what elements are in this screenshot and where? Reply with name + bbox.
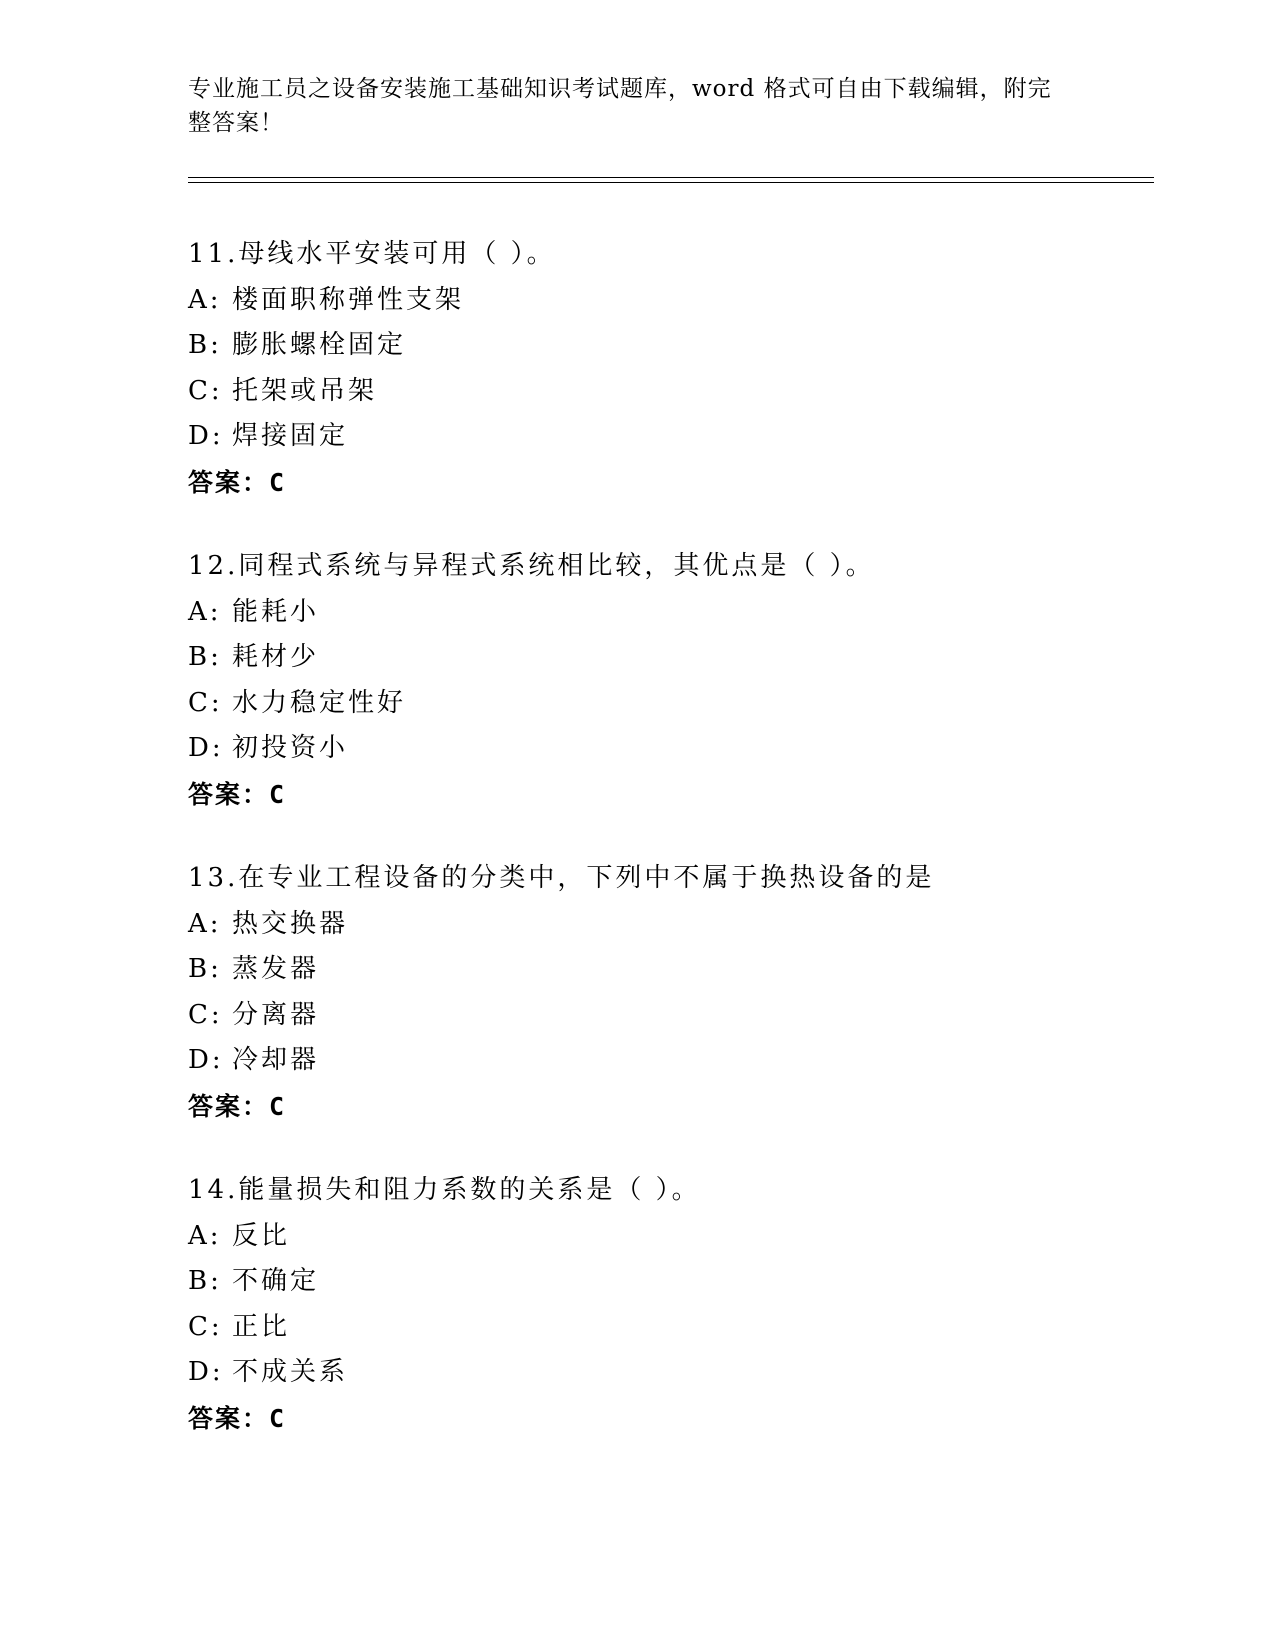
- option-label: A:: [188, 908, 222, 939]
- option-text: 反比: [232, 1220, 291, 1251]
- option-a: [188, 1214, 1188, 1260]
- option-c: [188, 681, 1188, 727]
- question-11: [188, 232, 1188, 505]
- answer-line: [188, 1084, 1188, 1130]
- option-text: 耗材少: [232, 642, 320, 672]
- question-stem: 12.同程式系统与异程式系统相比较，其优点是（ ）。: [188, 551, 875, 581]
- option-c: [188, 369, 1188, 415]
- option-a: [188, 278, 1188, 324]
- option-label: C:: [188, 1311, 223, 1342]
- option-c: [188, 1305, 1188, 1351]
- header-divider-top: [188, 177, 1154, 178]
- option-label: D:: [188, 421, 224, 451]
- question-14: [188, 1168, 1188, 1441]
- answer-value: C: [269, 467, 287, 497]
- option-text: 能耗小: [232, 596, 320, 627]
- option-d: [188, 414, 1188, 460]
- option-text: 热交换器: [232, 908, 349, 939]
- header-divider-bottom: [188, 182, 1154, 183]
- option-label: B:: [188, 954, 222, 984]
- option-c: [188, 993, 1188, 1039]
- option-text: 膨胀螺栓固定: [232, 330, 407, 360]
- option-label: D:: [188, 1357, 224, 1387]
- option-text: 蒸发器: [232, 954, 320, 984]
- option-d: [188, 1350, 1188, 1396]
- option-text: 楼面职称弹性支架: [232, 284, 465, 315]
- option-text: 初投资小: [232, 733, 349, 763]
- option-label: A:: [188, 1220, 222, 1251]
- answer-line: [188, 1396, 1188, 1442]
- question-12: [188, 544, 1188, 817]
- answer-value: C: [269, 1091, 287, 1121]
- option-label: D:: [188, 733, 224, 763]
- option-b: [188, 947, 1188, 993]
- answer-value: C: [269, 1403, 287, 1433]
- answer-label: 答案：: [188, 467, 270, 497]
- question-stem: 13.在专业工程设备的分类中，下列中不属于换热设备的是: [188, 863, 935, 893]
- document-header: [188, 72, 1068, 140]
- option-b: [188, 635, 1188, 681]
- option-a: [188, 902, 1188, 948]
- option-a: [188, 590, 1188, 636]
- option-d: [188, 726, 1188, 772]
- option-text: 正比: [232, 1311, 291, 1342]
- answer-line: [188, 460, 1188, 506]
- question-stem: 11.母线水平安装可用（ ）。: [188, 239, 556, 269]
- option-text: 分离器: [232, 999, 320, 1030]
- option-d: [188, 1038, 1188, 1084]
- header-text: 专业施工员之设备安装施工基础知识考试题库，word 格式可自由下载编辑，附完整答案！: [188, 76, 1052, 136]
- option-text: 冷却器: [232, 1045, 320, 1075]
- option-label: D:: [188, 1045, 224, 1075]
- question-stem: 14.能量损失和阻力系数的关系是（ ）。: [188, 1175, 701, 1205]
- answer-label: 答案：: [188, 1403, 270, 1433]
- answer-value: C: [269, 779, 287, 809]
- option-label: B:: [188, 330, 222, 360]
- option-text: 不确定: [232, 1266, 320, 1296]
- question-13: [188, 856, 1188, 1129]
- option-text: 托架或吊架: [232, 375, 378, 406]
- option-label: B:: [188, 642, 222, 672]
- option-label: C:: [188, 999, 223, 1030]
- answer-label: 答案：: [188, 779, 270, 809]
- option-label: C:: [188, 687, 223, 718]
- option-text: 水力稳定性好: [232, 687, 407, 718]
- option-b: [188, 1259, 1188, 1305]
- option-label: A:: [188, 284, 222, 315]
- answer-line: [188, 772, 1188, 818]
- option-text: 焊接固定: [232, 421, 349, 451]
- option-text: 不成关系: [232, 1357, 349, 1387]
- option-label: B:: [188, 1266, 222, 1296]
- option-b: [188, 323, 1188, 369]
- option-label: A:: [188, 596, 222, 627]
- option-label: C:: [188, 375, 223, 406]
- answer-label: 答案：: [188, 1091, 270, 1121]
